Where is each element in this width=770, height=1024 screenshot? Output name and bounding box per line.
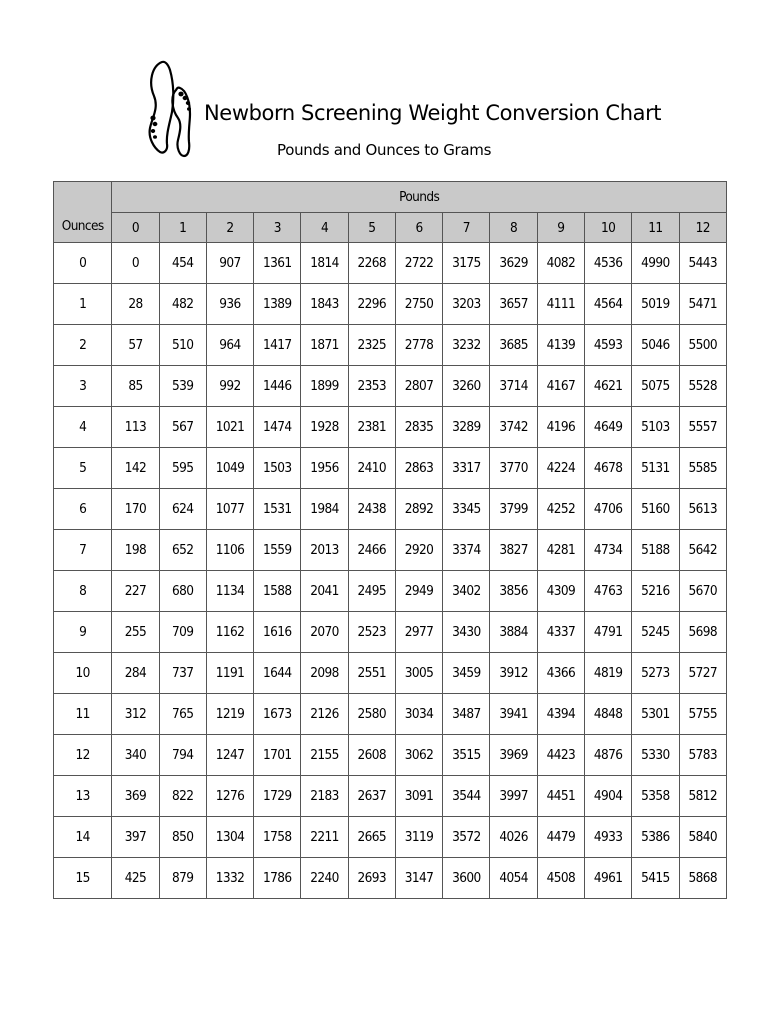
table-row xyxy=(54,407,727,448)
grams-cell: 2466 xyxy=(348,530,395,571)
table-row xyxy=(54,776,727,817)
grams-cell: 1247 xyxy=(206,735,253,776)
grams-cell: 5075 xyxy=(632,366,679,407)
grams-cell: 3175 xyxy=(443,243,490,284)
grams-cell: 284 xyxy=(112,653,159,694)
grams-cell: 5131 xyxy=(632,448,679,489)
weight-conversion-table xyxy=(53,181,727,899)
grams-cell: 850 xyxy=(159,817,206,858)
grams-cell: 3714 xyxy=(490,366,537,407)
grams-cell: 4819 xyxy=(584,653,631,694)
grams-cell: 3374 xyxy=(443,530,490,571)
grams-cell: 5783 xyxy=(679,735,726,776)
grams-cell: 397 xyxy=(112,817,159,858)
grams-cell: 4139 xyxy=(537,325,584,366)
table-row xyxy=(54,284,727,325)
grams-cell: 3997 xyxy=(490,776,537,817)
grams-cell: 2495 xyxy=(348,571,395,612)
grams-cell: 2778 xyxy=(395,325,442,366)
grams-cell: 2126 xyxy=(301,694,348,735)
grams-cell: 1559 xyxy=(254,530,301,571)
grams-cell: 3770 xyxy=(490,448,537,489)
grams-cell: 340 xyxy=(112,735,159,776)
grams-cell: 5528 xyxy=(679,366,726,407)
grams-cell: 482 xyxy=(159,284,206,325)
grams-cell: 5500 xyxy=(679,325,726,366)
grams-cell: 5160 xyxy=(632,489,679,530)
grams-cell: 680 xyxy=(159,571,206,612)
grams-cell: 964 xyxy=(206,325,253,366)
grams-cell: 709 xyxy=(159,612,206,653)
ounces-cell: 13 xyxy=(54,776,112,817)
grams-cell: 5840 xyxy=(679,817,726,858)
table-row xyxy=(54,653,727,694)
grams-cell: 1644 xyxy=(254,653,301,694)
grams-cell: 4366 xyxy=(537,653,584,694)
grams-cell: 3884 xyxy=(490,612,537,653)
grams-cell: 822 xyxy=(159,776,206,817)
grams-cell: 2155 xyxy=(301,735,348,776)
table-row xyxy=(54,612,727,653)
grams-cell: 198 xyxy=(112,530,159,571)
grams-cell: 1531 xyxy=(254,489,301,530)
grams-cell: 5103 xyxy=(632,407,679,448)
grams-cell: 2835 xyxy=(395,407,442,448)
grams-cell: 2750 xyxy=(395,284,442,325)
grams-cell: 5330 xyxy=(632,735,679,776)
grams-cell: 1134 xyxy=(206,571,253,612)
grams-cell: 3487 xyxy=(443,694,490,735)
grams-cell: 1276 xyxy=(206,776,253,817)
grams-cell: 1417 xyxy=(254,325,301,366)
grams-cell: 5301 xyxy=(632,694,679,735)
grams-cell: 2183 xyxy=(301,776,348,817)
grams-cell: 2240 xyxy=(301,858,348,899)
grams-cell: 5868 xyxy=(679,858,726,899)
grams-cell: 1077 xyxy=(206,489,253,530)
grams-cell: 255 xyxy=(112,612,159,653)
grams-cell: 2665 xyxy=(348,817,395,858)
grams-cell: 1446 xyxy=(254,366,301,407)
grams-cell: 2807 xyxy=(395,366,442,407)
page-title: Newborn Screening Weight Conversion Chart xyxy=(204,101,662,125)
grams-cell: 1758 xyxy=(254,817,301,858)
table-row xyxy=(54,858,727,899)
ounces-cell: 3 xyxy=(54,366,112,407)
grams-cell: 4337 xyxy=(537,612,584,653)
grams-cell: 3203 xyxy=(443,284,490,325)
grams-cell: 2863 xyxy=(395,448,442,489)
page-subtitle: Pounds and Ounces to Grams xyxy=(277,141,492,159)
grams-cell: 4054 xyxy=(490,858,537,899)
grams-cell: 2523 xyxy=(348,612,395,653)
ounces-cell: 1 xyxy=(54,284,112,325)
grams-cell: 3799 xyxy=(490,489,537,530)
grams-cell: 3827 xyxy=(490,530,537,571)
grams-cell: 4706 xyxy=(584,489,631,530)
grams-cell: 4394 xyxy=(537,694,584,735)
grams-cell: 4678 xyxy=(584,448,631,489)
grams-cell: 4111 xyxy=(537,284,584,325)
grams-cell: 2608 xyxy=(348,735,395,776)
grams-cell: 4876 xyxy=(584,735,631,776)
ounces-cell: 7 xyxy=(54,530,112,571)
grams-cell: 4734 xyxy=(584,530,631,571)
grams-cell: 57 xyxy=(112,325,159,366)
grams-cell: 1786 xyxy=(254,858,301,899)
grams-cell: 1956 xyxy=(301,448,348,489)
grams-cell: 454 xyxy=(159,243,206,284)
grams-cell: 2892 xyxy=(395,489,442,530)
grams-cell: 5443 xyxy=(679,243,726,284)
grams-cell: 1474 xyxy=(254,407,301,448)
ounces-cell: 14 xyxy=(54,817,112,858)
table-row xyxy=(54,571,727,612)
grams-cell: 312 xyxy=(112,694,159,735)
grams-cell: 3600 xyxy=(443,858,490,899)
grams-cell: 1701 xyxy=(254,735,301,776)
grams-cell: 2211 xyxy=(301,817,348,858)
grams-cell: 5585 xyxy=(679,448,726,489)
ounces-cell: 4 xyxy=(54,407,112,448)
grams-cell: 4508 xyxy=(537,858,584,899)
table-row xyxy=(54,694,727,735)
feet-footprints-icon xyxy=(140,56,196,160)
grams-cell: 907 xyxy=(206,243,253,284)
grams-cell: 4933 xyxy=(584,817,631,858)
grams-cell: 624 xyxy=(159,489,206,530)
grams-cell: 879 xyxy=(159,858,206,899)
grams-cell: 3091 xyxy=(395,776,442,817)
grams-cell: 5642 xyxy=(679,530,726,571)
grams-cell: 2580 xyxy=(348,694,395,735)
pounds-column-header: 5 xyxy=(348,213,395,243)
grams-cell: 4423 xyxy=(537,735,584,776)
grams-cell: 4167 xyxy=(537,366,584,407)
grams-cell: 3062 xyxy=(395,735,442,776)
grams-cell: 3685 xyxy=(490,325,537,366)
grams-cell: 4224 xyxy=(537,448,584,489)
table-row xyxy=(54,735,727,776)
grams-cell: 1219 xyxy=(206,694,253,735)
grams-cell: 2693 xyxy=(348,858,395,899)
grams-cell: 4479 xyxy=(537,817,584,858)
grams-cell: 1389 xyxy=(254,284,301,325)
grams-cell: 4082 xyxy=(537,243,584,284)
grams-cell: 652 xyxy=(159,530,206,571)
grams-cell: 5415 xyxy=(632,858,679,899)
table-row xyxy=(54,366,727,407)
grams-cell: 3856 xyxy=(490,571,537,612)
grams-cell: 2070 xyxy=(301,612,348,653)
table-row xyxy=(54,530,727,571)
grams-cell: 4196 xyxy=(537,407,584,448)
grams-cell: 2098 xyxy=(301,653,348,694)
grams-cell: 5727 xyxy=(679,653,726,694)
grams-cell: 2268 xyxy=(348,243,395,284)
grams-cell: 1616 xyxy=(254,612,301,653)
grams-cell: 3005 xyxy=(395,653,442,694)
grams-cell: 2381 xyxy=(348,407,395,448)
grams-cell: 4564 xyxy=(584,284,631,325)
grams-cell: 2949 xyxy=(395,571,442,612)
grams-cell: 5386 xyxy=(632,817,679,858)
ounces-cell: 15 xyxy=(54,858,112,899)
grams-cell: 4536 xyxy=(584,243,631,284)
grams-cell: 3572 xyxy=(443,817,490,858)
grams-cell: 425 xyxy=(112,858,159,899)
grams-cell: 4621 xyxy=(584,366,631,407)
grams-cell: 1928 xyxy=(301,407,348,448)
grams-cell: 2722 xyxy=(395,243,442,284)
grams-cell: 5471 xyxy=(679,284,726,325)
pounds-column-header: 8 xyxy=(490,213,537,243)
grams-cell: 4252 xyxy=(537,489,584,530)
grams-cell: 1361 xyxy=(254,243,301,284)
grams-cell: 1332 xyxy=(206,858,253,899)
grams-cell: 1843 xyxy=(301,284,348,325)
table-row xyxy=(54,325,727,366)
grams-cell: 2410 xyxy=(348,448,395,489)
ounces-cell: 9 xyxy=(54,612,112,653)
grams-cell: 765 xyxy=(159,694,206,735)
grams-cell: 5755 xyxy=(679,694,726,735)
grams-cell: 4281 xyxy=(537,530,584,571)
grams-cell: 3430 xyxy=(443,612,490,653)
grams-cell: 936 xyxy=(206,284,253,325)
grams-cell: 1106 xyxy=(206,530,253,571)
grams-cell: 1503 xyxy=(254,448,301,489)
grams-cell: 3119 xyxy=(395,817,442,858)
grams-cell: 2041 xyxy=(301,571,348,612)
grams-cell: 4990 xyxy=(632,243,679,284)
grams-cell: 5358 xyxy=(632,776,679,817)
grams-cell: 3742 xyxy=(490,407,537,448)
pounds-column-header: 9 xyxy=(537,213,584,243)
grams-cell: 227 xyxy=(112,571,159,612)
pounds-column-header: 11 xyxy=(632,213,679,243)
ounces-cell: 2 xyxy=(54,325,112,366)
grams-cell: 5613 xyxy=(679,489,726,530)
grams-cell: 2637 xyxy=(348,776,395,817)
pounds-column-header: 12 xyxy=(679,213,726,243)
grams-cell: 3317 xyxy=(443,448,490,489)
grams-cell: 2296 xyxy=(348,284,395,325)
grams-cell: 3034 xyxy=(395,694,442,735)
ounces-cell: 5 xyxy=(54,448,112,489)
grams-cell: 5698 xyxy=(679,612,726,653)
grams-cell: 2551 xyxy=(348,653,395,694)
grams-cell: 170 xyxy=(112,489,159,530)
grams-cell: 5812 xyxy=(679,776,726,817)
grams-cell: 4026 xyxy=(490,817,537,858)
grams-cell: 3459 xyxy=(443,653,490,694)
grams-cell: 3544 xyxy=(443,776,490,817)
ounces-cell: 12 xyxy=(54,735,112,776)
table-row xyxy=(54,243,727,284)
ounces-cell: 6 xyxy=(54,489,112,530)
pounds-column-header: 6 xyxy=(395,213,442,243)
grams-cell: 1162 xyxy=(206,612,253,653)
grams-cell: 1984 xyxy=(301,489,348,530)
grams-cell: 2438 xyxy=(348,489,395,530)
grams-cell: 2013 xyxy=(301,530,348,571)
grams-cell: 1021 xyxy=(206,407,253,448)
grams-cell: 369 xyxy=(112,776,159,817)
grams-cell: 4451 xyxy=(537,776,584,817)
grams-cell: 992 xyxy=(206,366,253,407)
grams-cell: 3402 xyxy=(443,571,490,612)
grams-cell: 3232 xyxy=(443,325,490,366)
pounds-column-header: 3 xyxy=(254,213,301,243)
grams-cell: 1049 xyxy=(206,448,253,489)
grams-cell: 2353 xyxy=(348,366,395,407)
pounds-header: Pounds xyxy=(112,182,727,213)
pounds-column-header: 4 xyxy=(301,213,348,243)
grams-cell: 1588 xyxy=(254,571,301,612)
grams-cell: 5273 xyxy=(632,653,679,694)
grams-cell: 5019 xyxy=(632,284,679,325)
pounds-column-header: 10 xyxy=(584,213,631,243)
grams-cell: 1814 xyxy=(301,243,348,284)
grams-cell: 1191 xyxy=(206,653,253,694)
grams-cell: 2325 xyxy=(348,325,395,366)
grams-cell: 3289 xyxy=(443,407,490,448)
grams-cell: 1871 xyxy=(301,325,348,366)
grams-cell: 4961 xyxy=(584,858,631,899)
grams-cell: 1673 xyxy=(254,694,301,735)
grams-cell: 3657 xyxy=(490,284,537,325)
ounces-cell: 10 xyxy=(54,653,112,694)
grams-cell: 3912 xyxy=(490,653,537,694)
ounces-cell: 8 xyxy=(54,571,112,612)
pounds-column-header: 2 xyxy=(206,213,253,243)
grams-cell: 4848 xyxy=(584,694,631,735)
grams-cell: 595 xyxy=(159,448,206,489)
grams-cell: 567 xyxy=(159,407,206,448)
grams-cell: 5245 xyxy=(632,612,679,653)
grams-cell: 3629 xyxy=(490,243,537,284)
table-row xyxy=(54,448,727,489)
grams-cell: 4904 xyxy=(584,776,631,817)
grams-cell: 5188 xyxy=(632,530,679,571)
grams-cell: 1729 xyxy=(254,776,301,817)
pounds-column-header: 7 xyxy=(443,213,490,243)
grams-cell: 4791 xyxy=(584,612,631,653)
ounces-cell: 0 xyxy=(54,243,112,284)
grams-cell: 3147 xyxy=(395,858,442,899)
grams-cell: 2920 xyxy=(395,530,442,571)
pounds-column-header: 1 xyxy=(159,213,206,243)
grams-cell: 3260 xyxy=(443,366,490,407)
grams-cell: 1899 xyxy=(301,366,348,407)
grams-cell: 4593 xyxy=(584,325,631,366)
grams-cell: 28 xyxy=(112,284,159,325)
ounces-cell: 11 xyxy=(54,694,112,735)
grams-cell: 3345 xyxy=(443,489,490,530)
grams-cell: 3969 xyxy=(490,735,537,776)
grams-cell: 3515 xyxy=(443,735,490,776)
grams-cell: 5216 xyxy=(632,571,679,612)
grams-cell: 2977 xyxy=(395,612,442,653)
grams-cell: 794 xyxy=(159,735,206,776)
grams-cell: 85 xyxy=(112,366,159,407)
grams-cell: 142 xyxy=(112,448,159,489)
grams-cell: 4309 xyxy=(537,571,584,612)
grams-cell: 0 xyxy=(112,243,159,284)
grams-cell: 3941 xyxy=(490,694,537,735)
ounces-header: Ounces xyxy=(54,182,112,243)
table-row xyxy=(54,817,727,858)
grams-cell: 539 xyxy=(159,366,206,407)
grams-cell: 737 xyxy=(159,653,206,694)
grams-cell: 1304 xyxy=(206,817,253,858)
grams-cell: 510 xyxy=(159,325,206,366)
grams-cell: 113 xyxy=(112,407,159,448)
table-row xyxy=(54,489,727,530)
grams-cell: 5670 xyxy=(679,571,726,612)
pounds-column-header: 0 xyxy=(112,213,159,243)
grams-cell: 5557 xyxy=(679,407,726,448)
grams-cell: 4763 xyxy=(584,571,631,612)
grams-cell: 4649 xyxy=(584,407,631,448)
grams-cell: 5046 xyxy=(632,325,679,366)
